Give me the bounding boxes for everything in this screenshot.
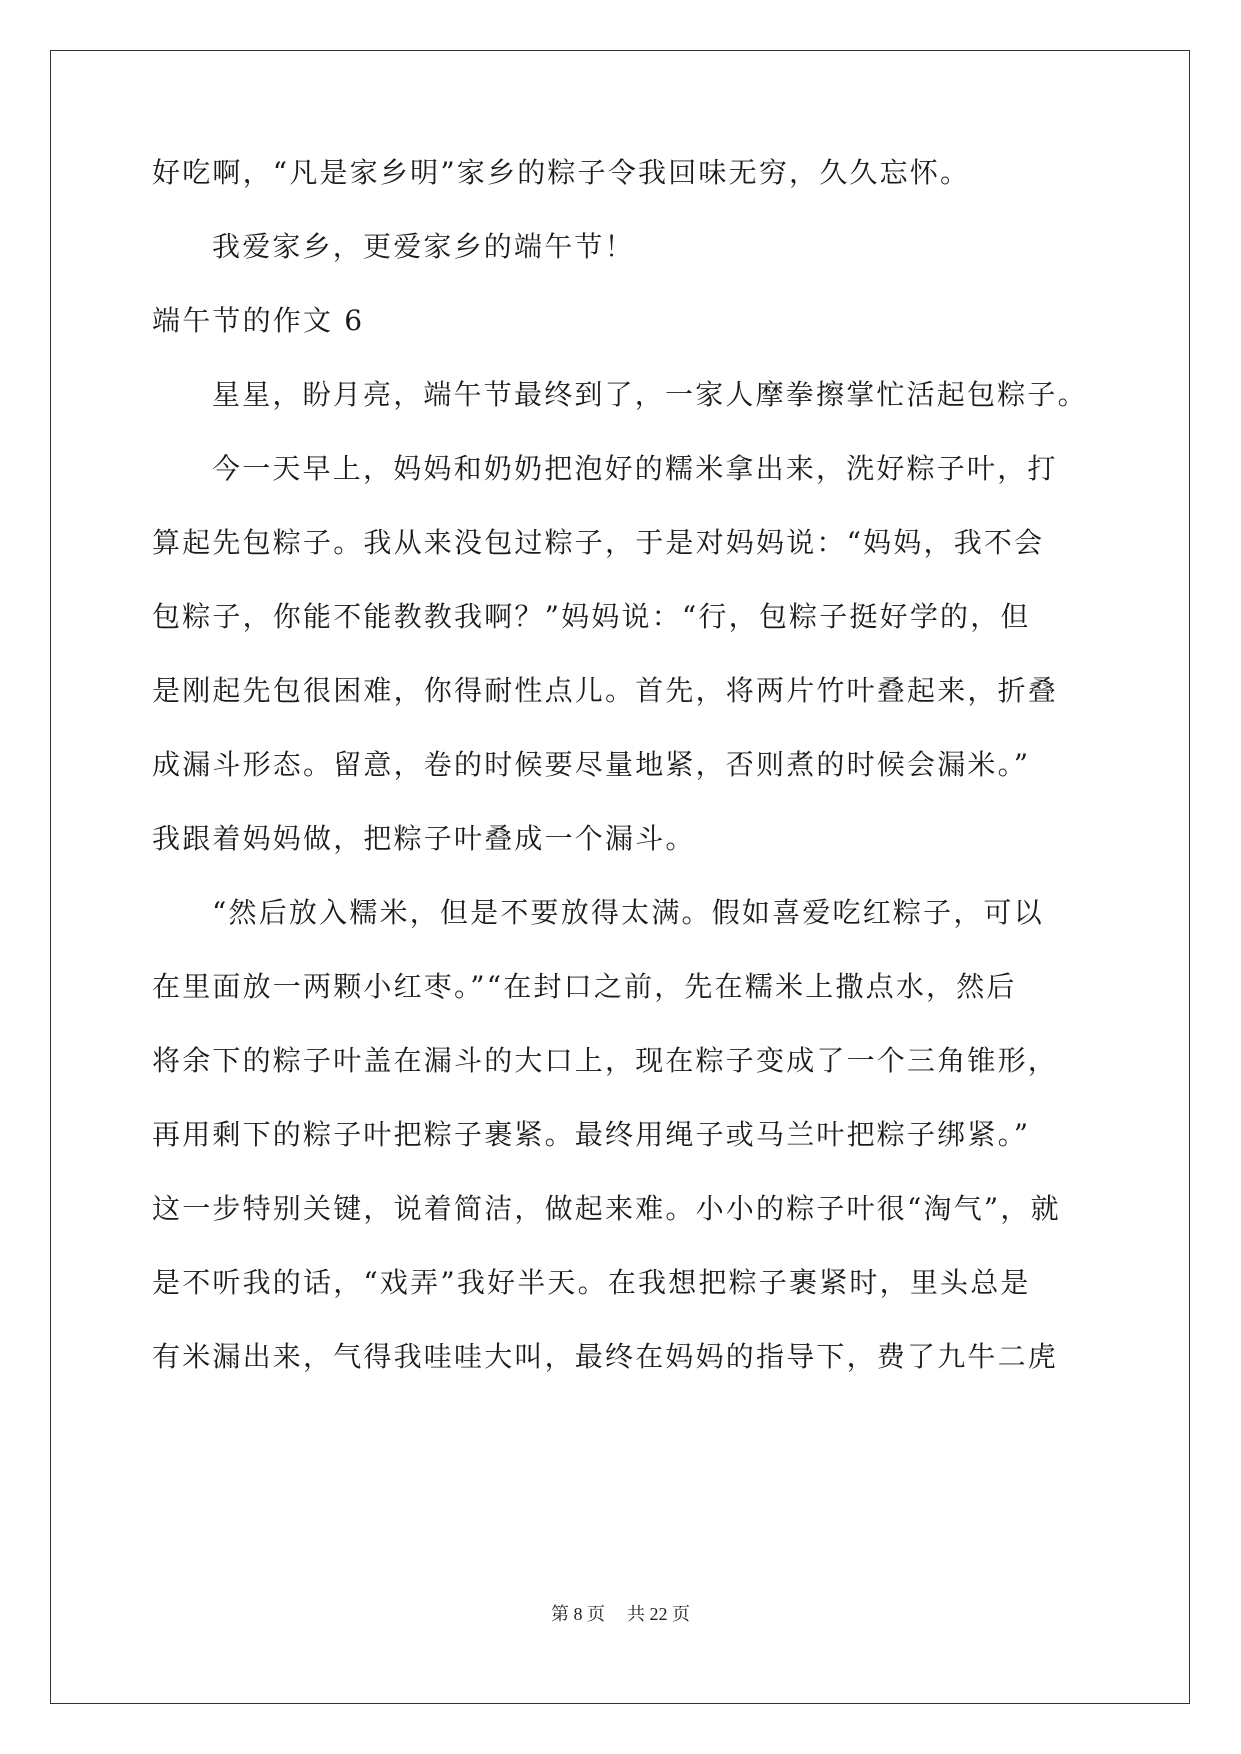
text-line-10: 我跟着妈妈做，把粽子叶叠成一个漏斗。 (152, 822, 696, 855)
text-line-2: 我爱家乡，更爱家乡的端午节！ (212, 230, 635, 263)
page-footer (0, 1602, 1241, 1626)
text-line-1: 好吃啊，“凡是家乡明”家乡的粽子令我回味无穷，久久忘怀。 (152, 156, 971, 189)
text-line-13: 将余下的粽子叶盖在漏斗的大口上，现在粽子变成了一个三角锥形， (152, 1044, 1059, 1077)
text-line-7: 包粽子，你能不能教教我啊？”妈妈说：“行，包粽子挺好学的，但 (152, 600, 1031, 633)
page-number: 第 8 页 (551, 1604, 605, 1624)
text-line-11: “然后放入糯米，但是不要放得太满。假如喜爱吃红粽子，可以 (212, 896, 1044, 929)
text-line-12: 在里面放一两颗小红枣。”“在封口之前，先在糯米上撒点水，然后 (152, 970, 1017, 1003)
text-line-4: 星星，盼月亮，端午节最终到了，一家人摩拳擦掌忙活起包粽子。 (212, 378, 1088, 411)
page-border (50, 50, 1190, 1704)
text-line-14: 再用剩下的粽子叶把粽子裹紧。最终用绳子或马兰叶把粽子绑紧。” (152, 1118, 1031, 1151)
text-line-8: 是刚起先包很困难，你得耐性点儿。首先，将两片竹叶叠起来，折叠 (152, 674, 1059, 707)
text-line-6: 算起先包粽子。我从来没包过粽子，于是对妈妈说：“妈妈，我不会 (152, 526, 1045, 559)
section-heading: 端午节的作文 6 (152, 304, 365, 337)
text-line-9: 成漏斗形态。留意，卷的时候要尽量地紧，否则煮的时候会漏米。” (152, 748, 1031, 781)
text-line-17: 有米漏出来，气得我哇哇大叫，最终在妈妈的指导下，费了九牛二虎 (152, 1340, 1059, 1373)
total-pages: 共 22 页 (627, 1604, 690, 1624)
text-line-15: 这一步特别关键，说着简洁，做起来难。小小的粽子叶很“淘气”，就 (152, 1192, 1061, 1225)
text-line-5: 今一天早上，妈妈和奶奶把泡好的糯米拿出来，洗好粽子叶，打 (212, 452, 1058, 485)
text-line-16: 是不听我的话，“戏弄”我好半天。在我想把粽子裹紧时，里头总是 (152, 1266, 1031, 1299)
